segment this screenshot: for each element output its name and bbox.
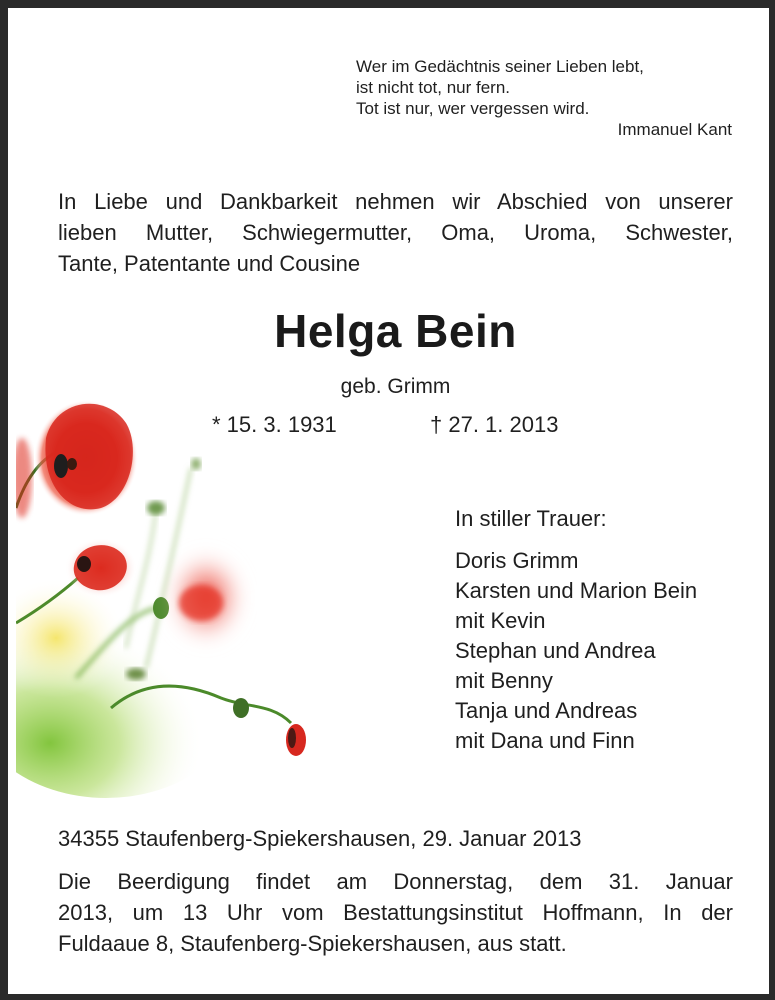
funeral-line: 2013, um 13 Uhr vom Bestattungsinstitut Hoffmann, In der (58, 900, 733, 925)
quote-line: Wer im Gedächtnis seiner Lieben lebt, (356, 57, 644, 76)
quote-line: ist nicht tot, nur fern. (356, 78, 511, 97)
mourner-name: mit Dana und Finn (455, 728, 635, 753)
poppy-flowers-illustration (16, 378, 346, 808)
mourner-name: Stephan und Andrea (455, 638, 656, 663)
mourners-list (455, 504, 755, 756)
intro-line: lieben Mutter, Schwiegermutter, Oma, Uroma, Schwester, (58, 220, 733, 245)
mourner-name: Doris Grimm (455, 548, 579, 573)
funeral-line: Die Beerdigung findet am Donnerstag, dem 31. Januar (58, 869, 733, 894)
funeral-info (58, 866, 733, 959)
deceased-name: Helga Bein (274, 305, 517, 357)
mourner-name: mit Kevin (455, 608, 546, 633)
intro-line: Tante, Patentante und Cousine (58, 251, 361, 276)
mourner-name: Karsten und Marion Bein (455, 578, 698, 603)
quote-author: Immanuel Kant (617, 120, 732, 139)
mourner-name: Tanja und Andreas (455, 698, 638, 723)
intro-text (58, 186, 733, 279)
mourners-heading: In stiller Trauer: (455, 506, 607, 531)
birth-date: * 15. 3. 1931 (212, 412, 337, 437)
place-and-date: 34355 Staufenberg-Spiekershausen, 29. Januar 2013 (58, 826, 582, 851)
intro-line: In Liebe und Dankbarkeit nehmen wir Abschied von unserer (58, 189, 733, 214)
birth-name: geb. Grimm (340, 375, 451, 398)
memorial-quote (356, 56, 736, 140)
quote-line: Tot ist nur, wer vergessen wird. (356, 99, 590, 118)
funeral-line: Fuldaaue 8, Staufenberg-Spiekershausen, aus statt. (58, 931, 567, 956)
mourner-name: mit Benny (455, 668, 553, 693)
death-date: † 27. 1. 2013 (430, 412, 559, 437)
